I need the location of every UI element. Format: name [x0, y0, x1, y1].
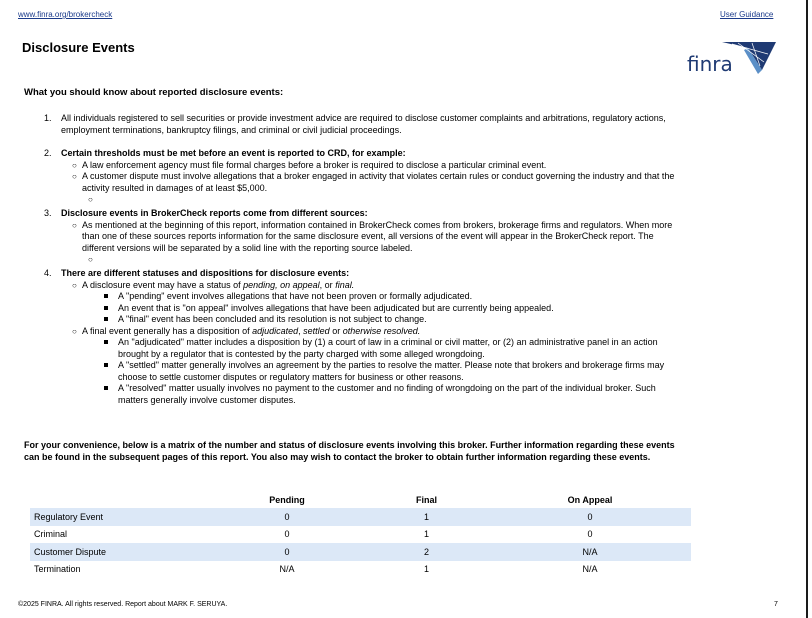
square-bullet-icon: [104, 363, 108, 367]
list-item: [118, 360, 684, 383]
item-text: All individuals registered to sell securities or provide investment advice are required to disclose customer complaints and arbitrations, regulatory actions, employment terminations, bankruptcy filings, and criminal or civil judicial proceedings.: [61, 113, 666, 135]
row-label: Customer Dispute: [30, 543, 210, 561]
item-number: 4.: [44, 268, 52, 278]
list-item-3: [44, 208, 684, 266]
final-cell: 1: [423, 564, 429, 575]
finra-logo: [686, 40, 778, 76]
on-appeal-cell: N/A: [489, 543, 691, 561]
item-text: As mentioned at the beginning of this report, information contained in BrokerCheck comes from brokers, brokerage firms and regulators. When more than one of these sources reports information for the same disclosure event, all versions of the event will appear in the BrokerCheck report. The different versions will be separated by a solid line with the reporting source labeled.: [82, 219, 673, 253]
column-header-on-appeal: On Appeal: [567, 495, 613, 505]
item-number: 1.: [44, 113, 52, 123]
column-header: [30, 492, 210, 508]
list-item: [118, 291, 684, 303]
page-number: 7: [774, 601, 778, 608]
column-header-pending: Pending: [269, 495, 305, 505]
row-label: Regulatory Event: [30, 508, 210, 526]
brokercheck-site-link[interactable]: www.finra.org/brokercheck: [18, 10, 113, 19]
list-item: [72, 159, 684, 172]
table-row: [30, 543, 691, 561]
item-heading: There are different statuses and dispositions for disclosure events:: [61, 268, 350, 278]
table-row: [30, 508, 691, 526]
list-item-2: [44, 148, 684, 206]
list-item: [118, 303, 684, 315]
disposition-intro: A final event generally has a disposition of adjudicated, settled or otherwise resolved.: [82, 325, 421, 336]
table-row: [30, 561, 691, 579]
circle-bullet-icon: ○: [72, 220, 77, 230]
list-item-4: [44, 268, 684, 406]
column-header-final: Final: [415, 495, 437, 505]
status-intro: A disclosure event may have a status of pending, on appeal, or final.: [82, 279, 355, 290]
list-item: [118, 337, 684, 360]
circle-bullet-icon: ○: [88, 255, 93, 264]
final-cell: 2: [364, 543, 489, 561]
item-text: A "pending" event involves allegations that have not been proven or formally adjudicated.: [118, 291, 473, 301]
circle-bullet-icon: ○: [72, 280, 77, 290]
list-item: [72, 325, 684, 338]
item-text: A "resolved" matter usually involves no payment to the customer and no finding of wrongdoing on the part of the individual broker. Such matters generally involve customer disputes.: [118, 383, 656, 405]
pending-cell: N/A: [279, 564, 295, 575]
circle-bullet-icon: ○: [88, 195, 93, 204]
item-heading: Certain thresholds must be met before an event is reported to CRD, for example:: [61, 148, 406, 158]
circle-bullet-icon: ○: [72, 172, 77, 181]
square-bullet-icon: [104, 294, 108, 298]
intro-heading: What you should know about reported disclosure events:: [24, 87, 284, 98]
list-item: [72, 219, 684, 255]
table-header-row: [30, 492, 691, 508]
table-row: [30, 526, 691, 544]
square-bullet-icon: [104, 306, 108, 310]
list-item: [118, 383, 684, 406]
pending-cell: 0: [284, 529, 290, 540]
list-item-1: [44, 113, 684, 136]
item-number: 3.: [44, 208, 52, 218]
disclosure-matrix-table: [30, 492, 691, 578]
item-text: An "adjudicated" matter includes a disposition by (1) a court of law in a criminal or civil matter, or (2) an administrative panel in an action brought by a regulator that is contested by the party charged with some alleged wrongdoing.: [118, 337, 658, 359]
item-heading: Disclosure events in BrokerCheck reports come from different sources:: [61, 208, 368, 218]
pending-cell: 0: [210, 508, 364, 526]
item-text: A "final" event has been concluded and its resolution is not subject to change.: [118, 314, 427, 324]
svg-text:finra: finra: [687, 52, 733, 76]
circle-bullet-icon: ○: [72, 326, 77, 336]
user-guidance-link[interactable]: User Guidance: [720, 10, 774, 19]
page-title: Disclosure Events: [22, 40, 135, 55]
pending-cell: 0: [210, 543, 364, 561]
on-appeal-cell: 0: [587, 529, 593, 540]
on-appeal-cell: 0: [489, 508, 691, 526]
item-text: A "settled" matter generally involves an agreement by the parties to resolve the matter. Please note that brokers and brokerage firms may choose to settle customer disputes or regulatory matters for business or other reasons.: [118, 360, 665, 382]
list-item: [72, 279, 684, 292]
list-item: [118, 314, 684, 326]
item-text: An event that is "on appeal" involves allegations that have been adjudicated but are currently being appealed.: [118, 302, 554, 313]
final-cell: 1: [423, 529, 429, 540]
square-bullet-icon: [104, 386, 108, 390]
final-cell: 1: [364, 508, 489, 526]
circle-bullet-icon: ○: [72, 160, 77, 170]
square-bullet-icon: [104, 317, 108, 321]
item-text: A customer dispute must involve allegations that a broker engaged in activity that violates certain rules or conduct governing the industry and that the activity resulted in damages of at least $5,000.: [82, 171, 675, 193]
row-label: Termination: [34, 564, 81, 575]
matrix-intro-text: For your convenience, below is a matrix of the number and status of disclosure events involving this broker. Further information regarding these events can be found in the subsequent pages of this report. You also may wish to contact the broker to obtain further information regarding these events.: [24, 440, 675, 462]
row-label: Criminal: [34, 529, 68, 540]
item-number: 2.: [44, 148, 52, 158]
item-text: A law enforcement agency must file formal charges before a broker is required to disclose a particular criminal event.: [82, 159, 547, 170]
square-bullet-icon: [104, 340, 108, 344]
list-item: [72, 171, 684, 194]
on-appeal-cell: N/A: [582, 564, 598, 575]
footer-copyright: ©2025 FINRA. All rights reserved. Report about MARK F. SERUYA.: [18, 601, 228, 608]
